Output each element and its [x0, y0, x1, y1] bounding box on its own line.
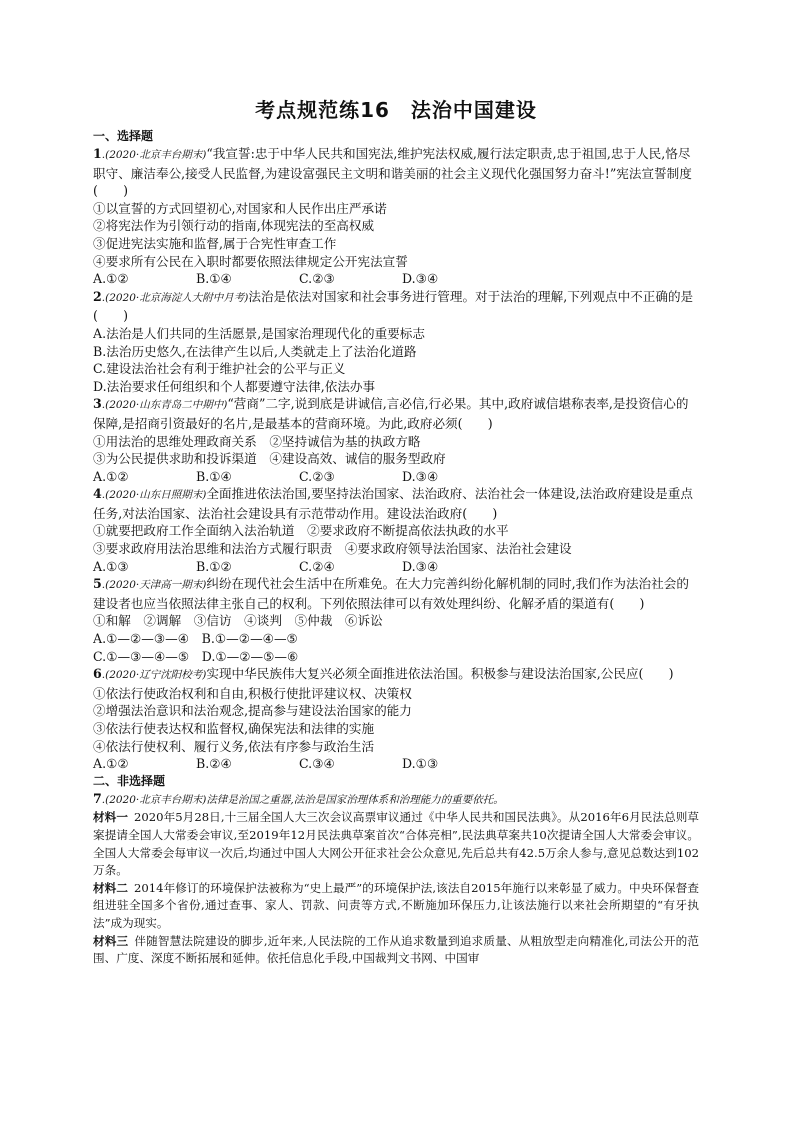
question-7 — [93, 790, 699, 968]
answer-option[interactable]: B.①④ — [196, 271, 232, 287]
section-heading-choice: 一、选择题 — [93, 129, 154, 143]
statement-item: ①以宣誓的方式回望初心,对国家和人民作出庄严承诺 — [93, 200, 387, 216]
answer-options — [93, 270, 699, 288]
question-number: 1 — [93, 146, 102, 161]
statement-item: D.法治要求任何组织和个人都要遵守法律,依法办事 — [93, 378, 376, 394]
question-number: 7 — [93, 790, 102, 806]
answer-option[interactable]: D.③④ — [402, 558, 439, 574]
question-number: 4 — [93, 486, 102, 502]
question-number: 6 — [93, 666, 102, 682]
answer-option[interactable]: A.①② — [93, 271, 129, 287]
statement-item: ④依法行使权利、履行义务,依法有序参与政治生活 — [93, 738, 375, 754]
question-source: .(2020·山东青岛二中期中) — [101, 399, 228, 412]
question-number: 2 — [93, 288, 102, 304]
question-source: .(2020·北京丰台期末) — [101, 793, 207, 806]
answer-options — [93, 755, 699, 773]
statement-item: A.①—②—③—④ B.①—②—④—⑤ — [93, 631, 298, 647]
material-paragraph — [93, 809, 699, 879]
answer-option[interactable]: B.②④ — [196, 756, 232, 772]
answer-option[interactable]: C.③④ — [299, 756, 335, 772]
answer-option[interactable]: B.①④ — [196, 468, 232, 484]
question-stem: 法律是治国之重器,法治是国家治理体系和治理能力的重要依托。 — [206, 793, 504, 806]
question-stem-line — [93, 288, 699, 325]
question-3 — [93, 395, 699, 485]
statement-item: ④要求所有公民在入职时都要依照法律规定公开宪法宣誓 — [93, 253, 408, 269]
question-5 — [93, 575, 699, 665]
answer-option[interactable]: A.①② — [93, 468, 129, 484]
material-label: 材料一 — [93, 810, 128, 825]
question-source: .(2020·天津高一期末) — [101, 579, 207, 592]
statement-item: ②增强法治意识和法治观念,提高参与建设法治国家的能力 — [93, 703, 412, 719]
question-stem: 全面推进依法治国,要坚持法治国家、法治政府、法治社会一体建设,法治政府建设是重点任务,对法治国家、法治社会建设具有示范带动作用。建设法治政府( ) — [93, 486, 693, 521]
material-text: 2020年5月28日,十三届全国人大三次会议高票审议通过《中华人民共和国民法典》。从2016年6月民法总则草案提请全国人大常委会审议,至2019年12月民法典草案首次“合体亮相”,民法典草案共10次提请全国人大常委会审议。全国人大常委会每审议一次后,均通过中国人大网公开征求社会公众意见,先后总共有42.5万余人参与,意见总数达到102万条。 — [93, 810, 699, 878]
statement-item: ③为公民提供求助和投诉渠道 ④建设高效、诚信的服务型政府 — [93, 451, 446, 467]
answer-option[interactable]: B.①② — [196, 558, 232, 574]
material-list — [93, 809, 699, 967]
answer-option[interactable]: A.①③ — [93, 558, 129, 574]
question-source: .(2020·辽宁沈阳校考) — [101, 669, 207, 682]
question-stem-line — [93, 575, 699, 612]
statement-item: ①依法行使政治权利和自由,积极行使批评建议权、决策权 — [93, 685, 412, 701]
question-source: .(2020·北京丰台期末) — [101, 149, 207, 161]
question-source: .(2020·北京海淀人大附中月考) — [101, 291, 249, 304]
document-page — [93, 96, 699, 968]
question-6 — [93, 665, 699, 773]
question-2 — [93, 288, 699, 396]
question-1 — [93, 145, 699, 288]
answer-option[interactable]: A.①② — [93, 756, 129, 772]
answer-option[interactable]: C.②③ — [299, 271, 335, 287]
page-title: 考点规范练16 法治中国建设 — [255, 98, 537, 122]
answer-option[interactable]: C.②③ — [299, 468, 335, 484]
material-text: 2014年修订的环境保护法被称为“史上最严”的环境保护法,该法自2015年施行以来彰显了威力。中央环保督查组进驻全国多个省份,通过查事、家人、罚款、问责等方式,不断施加环保压力,让该法施行以来社会所期望的“有牙执法”成为现实。 — [93, 880, 699, 930]
question-stem-line — [93, 485, 699, 522]
question-number: 3 — [93, 396, 102, 412]
question-stem: “营商”二字,说到底是讲诚信,言必信,行必果。其中,政府诚信堪称表率,是投资信心的保障,是招商引资最好的名片,是最基本的营商环境。为此,政府必须( ) — [93, 396, 689, 431]
statement-item: ①就要把政府工作全面纳入法治轨道 ②要求政府不断提高依法执政的水平 — [93, 523, 509, 539]
material-label: 材料三 — [93, 933, 129, 948]
question-stem-line — [93, 665, 699, 685]
answer-options — [93, 468, 699, 486]
statement-item: ③要求政府用法治思维和法治方式履行职责 ④要求政府领导法治国家、法治社会建设 — [93, 541, 572, 557]
question-stem: 法治是依法对国家和社会事务进行管理。对于法治的理解,下列观点中不正确的是( ) — [93, 288, 694, 324]
statement-item: A.法治是人们共同的生活愿景,是国家治理现代化的重要标志 — [93, 325, 425, 341]
statement-item: ①用法治的思维处理政商关系 ②坚持诚信为基的执政方略 — [93, 433, 421, 449]
answer-options — [93, 558, 699, 576]
question-stem-line — [93, 145, 699, 200]
question-number: 5 — [93, 576, 102, 592]
material-label: 材料二 — [93, 880, 129, 895]
question-stem: 纠纷在现代社会生活中在所难免。在大力完善纠纷化解机制的同时,我们作为法治社会的建设者也应当依照法律主张自己的权利。下列依照法律可以有效处理纠纷、化解矛盾的渠道有( ) — [93, 576, 689, 611]
statement-item: ①和解 ②调解 ③信访 ④谈判 ⑤仲裁 ⑥诉讼 — [93, 613, 383, 629]
question-list — [93, 145, 699, 773]
statement-item: C.①—③—④—⑤ D.①—②—⑤—⑥ — [93, 648, 299, 664]
section-heading-nonchoice: 二、非选择题 — [93, 773, 166, 788]
statement-item: ③促进宪法实施和监督,属于合宪性审查工作 — [93, 235, 337, 251]
material-paragraph — [93, 880, 699, 933]
question-stem: 实现中华民族伟大复兴必须全面推进依法治国。积极参与建设法治国家,公民应( ) — [206, 666, 674, 682]
material-text: 伴随智慧法院建设的脚步,近年来,人民法院的工作从追求数量到追求质量、从粗放型走向精准化,司法公开的范围、广度、深度不断拓展和延伸。依托信息化手段,中国裁判文书网、中国审 — [93, 933, 699, 966]
statement-item: B.法治历史悠久,在法律产生以后,人类就走上了法治化道路 — [93, 343, 417, 359]
answer-option[interactable]: D.①③ — [402, 756, 439, 772]
statement-item: ②将宪法作为引领行动的指南,体现宪法的至高权威 — [93, 218, 375, 234]
statement-item: ③依法行使表达权和监督权,确保宪法和法律的实施 — [93, 721, 375, 736]
statement-item: C.建设法治社会有利于维护社会的公平与正义 — [93, 361, 346, 377]
question-stem: “我宣誓:忠于中华人民共和国宪法,维护宪法权威,履行法定职责,忠于祖国,忠于人民,恪尽职守、廉洁奉公,接受人民监督,为建设富强民主文明和谐美丽的社会主义现代化强国努力奋斗!”宪法宣誓制度( ) — [93, 146, 692, 199]
question-4 — [93, 485, 699, 575]
answer-option[interactable]: D.③④ — [402, 468, 439, 484]
answer-option[interactable]: D.③④ — [402, 271, 439, 287]
material-paragraph — [93, 933, 699, 968]
question-stem-line — [93, 395, 699, 432]
answer-option[interactable]: C.②④ — [299, 558, 335, 574]
question-source: .(2020·山东日照期末) — [101, 489, 207, 502]
